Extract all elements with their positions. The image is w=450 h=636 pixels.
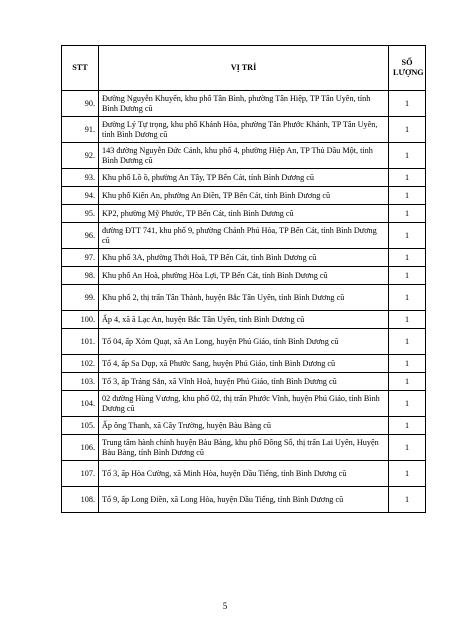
cell-location: đường ĐTT 741, khu phố 9, phường Chánh Phú Hòa, TP Bến Cát, tỉnh Bình Dương cũ [99, 223, 389, 249]
cell-stt: 91. [62, 117, 99, 143]
table-row [62, 417, 426, 435]
cell-stt: 107. [62, 461, 99, 487]
cell-stt: 101. [62, 329, 99, 355]
cell-stt: 102. [62, 355, 99, 373]
table-row [62, 391, 426, 417]
cell-location: Tổ 9, ấp Long Điền, xã Long Hòa, huyện Dầu Tiếng, tỉnh Bình Dương cũ [99, 487, 389, 513]
table-row [62, 169, 426, 187]
cell-quantity: 1 [389, 355, 426, 373]
header-quantity: SỐ LƯỢNG [389, 46, 426, 91]
cell-location: Ấp ông Thanh, xã Cây Trường, huyện Bàu Bàng cũ [99, 417, 389, 435]
locations-table [61, 45, 426, 513]
cell-location: KP2, phường Mỹ Phước, TP Bến Cát, tỉnh Bình Dương cũ [99, 205, 389, 223]
table-header-row [62, 46, 426, 91]
table-row [62, 487, 426, 513]
cell-stt: 105. [62, 417, 99, 435]
table-row [62, 223, 426, 249]
table-row [62, 187, 426, 205]
cell-location: Trung tâm hành chính huyện Bàu Bàng, khu phố Đồng Sổ, thị trấn Lai Uyên, Huyện Bàu Bàng, tỉnh Bình Dương cũ [99, 435, 389, 461]
cell-quantity: 1 [389, 329, 426, 355]
cell-stt: 99. [62, 285, 99, 311]
table-row [62, 249, 426, 267]
cell-stt: 108. [62, 487, 99, 513]
cell-location: Tổ 3, ấp Trảng Sắn, xã Vĩnh Hoà, huyện Phú Giáo, tỉnh Bình Dương cũ [99, 373, 389, 391]
cell-stt: 95. [62, 205, 99, 223]
cell-location: Khu phố Kiến An, phường An Điền, TP Bến Cát, tỉnh Bình Dương cũ [99, 187, 389, 205]
cell-location: Khu phố 3A, phường Thới Hoà, TP Bến Cát, tỉnh Bình Dương cũ [99, 249, 389, 267]
cell-stt: 98. [62, 267, 99, 285]
cell-stt: 93. [62, 169, 99, 187]
cell-quantity: 1 [389, 285, 426, 311]
cell-location: Đường Nguyễn Khuyến, khu phố Tân Bình, phường Tân Hiệp, TP Tân Uyên, tỉnh Bình Dương cũ [99, 91, 389, 117]
cell-quantity: 1 [389, 205, 426, 223]
cell-stt: 97. [62, 249, 99, 267]
table-row [62, 461, 426, 487]
cell-quantity: 1 [389, 417, 426, 435]
cell-quantity: 1 [389, 461, 426, 487]
cell-stt: 94. [62, 187, 99, 205]
cell-location: Khu phố 2, thị trấn Tân Thành, huyện Bắc Tân Uyên, tỉnh Bình Dương cũ [99, 285, 389, 311]
table-row [62, 355, 426, 373]
cell-stt: 104. [62, 391, 99, 417]
cell-stt: 92. [62, 143, 99, 169]
page-number: 5 [222, 601, 228, 611]
cell-location: Tổ 4, ấp Sa Dụp, xã Phước Sang, huyện Phú Giáo, tỉnh Bình Dương cũ [99, 355, 389, 373]
table-row [62, 91, 426, 117]
cell-stt: 96. [62, 223, 99, 249]
cell-quantity: 1 [389, 249, 426, 267]
table-row [62, 267, 426, 285]
cell-location: 02 đường Hùng Vương, khu phố 02, thị trấn Phước Vĩnh, huyện Phú Giáo, tỉnh Bình Dương cũ [99, 391, 389, 417]
table-row [62, 329, 426, 355]
cell-stt: 90. [62, 91, 99, 117]
cell-quantity: 1 [389, 117, 426, 143]
cell-quantity: 1 [389, 169, 426, 187]
table-body [62, 91, 426, 513]
cell-quantity: 1 [389, 267, 426, 285]
cell-location: Ấp 4, xã ã Lạc An, huyện Bắc Tân Uyên, tỉnh Bình Dương cũ [99, 311, 389, 329]
cell-location: 143 đường Nguyễn Đức Cảnh, khu phố 4, phường Hiệp An, TP Thủ Dầu Một, tỉnh Bình Dương cũ [99, 143, 389, 169]
cell-quantity: 1 [389, 487, 426, 513]
table-row [62, 285, 426, 311]
table-row [62, 435, 426, 461]
table-row [62, 205, 426, 223]
cell-quantity: 1 [389, 311, 426, 329]
table-row [62, 311, 426, 329]
cell-stt: 106. [62, 435, 99, 461]
cell-location: Tổ 04, ấp Xóm Quạt, xã An Long, huyện Phú Giáo, tỉnh Bình Dương cũ [99, 329, 389, 355]
cell-quantity: 1 [389, 223, 426, 249]
cell-location: Tổ 3, ấp Hòa Cường, xã Minh Hòa, huyện Dầu Tiếng, tỉnh Bình Dương cũ [99, 461, 389, 487]
cell-quantity: 1 [389, 143, 426, 169]
cell-location: Khu phố An Hoà, phường Hòa Lợi, TP Bến Cát, tỉnh Bình Dương cũ [99, 267, 389, 285]
cell-quantity: 1 [389, 91, 426, 117]
cell-stt: 103. [62, 373, 99, 391]
cell-quantity: 1 [389, 373, 426, 391]
header-stt: STT [62, 46, 99, 91]
table-row [62, 373, 426, 391]
cell-quantity: 1 [389, 187, 426, 205]
cell-location: Khu phố Lồ ồ, phường An Tây, TP Bến Cát, tỉnh Bình Dương cũ [99, 169, 389, 187]
cell-stt: 100. [62, 311, 99, 329]
header-location: VỊ TRÍ [99, 46, 389, 91]
table-row [62, 117, 426, 143]
cell-location: Đường Lý Tự trọng, khu phố Khánh Hòa, phường Tân Phước Khánh, TP Tân Uyên, tỉnh Bình Dương cũ [99, 117, 389, 143]
table-row [62, 143, 426, 169]
cell-quantity: 1 [389, 391, 426, 417]
cell-quantity: 1 [389, 435, 426, 461]
